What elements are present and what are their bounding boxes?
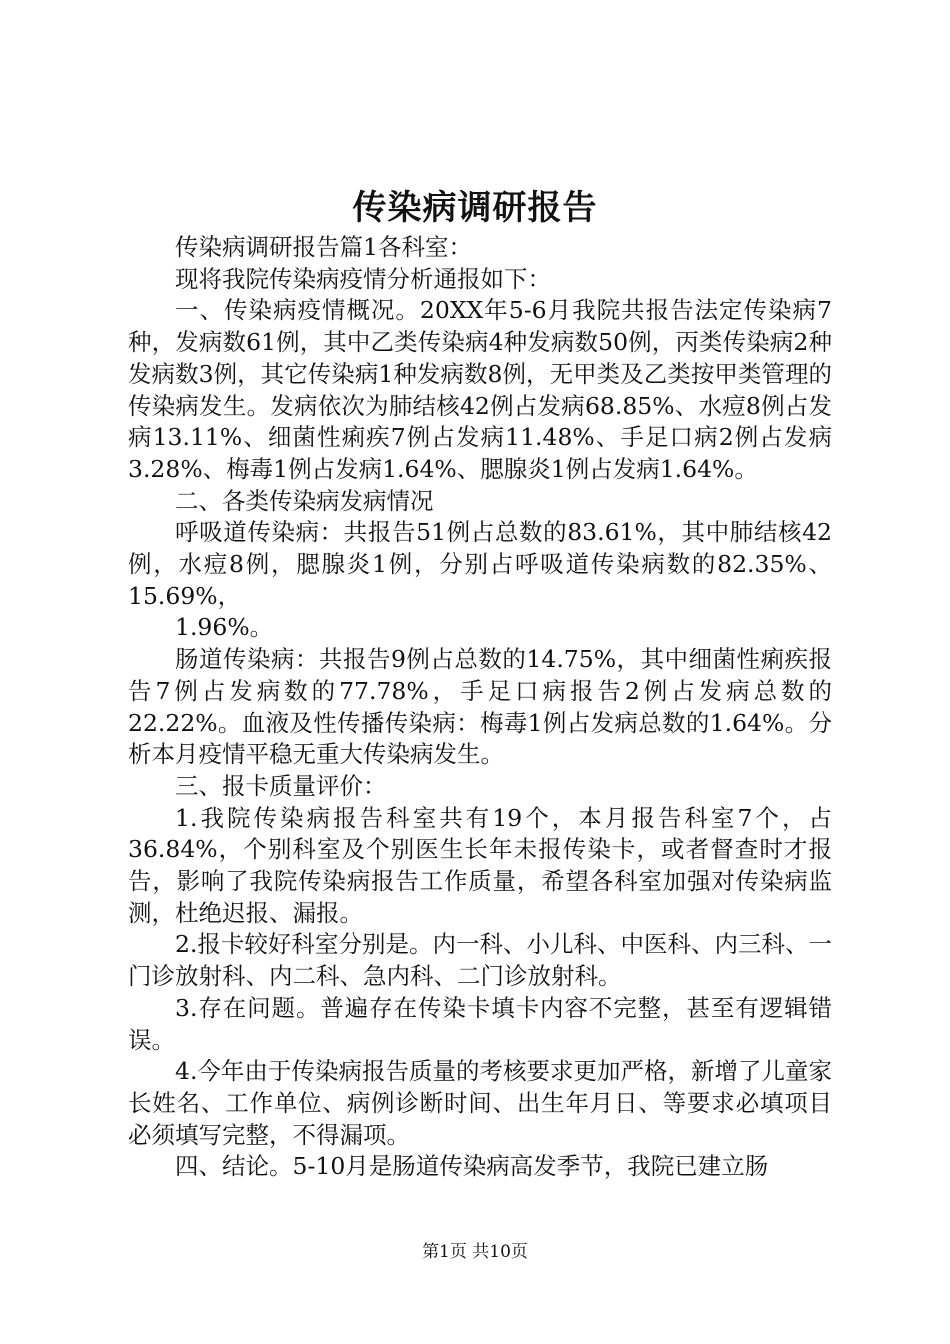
paragraph: 4.今年由于传染病报告质量的考核要求更加严格，新增了儿童家长姓名、工作单位、病例诊断时间、出生年月日、等要求必填项目必须填写完整，不得漏项。 — [128, 1057, 832, 1149]
document-body — [128, 232, 832, 1183]
paragraph: 肠道传染病：共报告9例占总数的14.75%，其中细菌性痢疾报告7例占发病数的77.78%，手足口病报告2例占发病总数的22.22%。血液及性传播传染病：梅毒1例占发病总数的1.64%。分析本月疫情平稳无重大传染病发生。 — [128, 645, 832, 769]
paragraph: 现将我院传染病疫情分析通报如下： — [175, 264, 551, 293]
paragraph: 2.报卡较好科室分别是。内一科、小儿科、中医科、内三科、一门诊放射科、内二科、急内科、二门诊放射科。 — [128, 930, 832, 991]
section-heading: 二、各类传染病发病情况 — [175, 486, 434, 515]
paragraph: 1.96%。 — [175, 613, 274, 642]
paragraph: 3.存在问题。普遍存在传染卡填卡内容不完整，甚至有逻辑错误。 — [128, 993, 832, 1054]
paragraph: 传染病调研报告篇1各科室： — [175, 233, 472, 261]
paragraph: 四、结论。5-10月是肠道传染病高发季节，我院已建立肠 — [175, 1152, 769, 1181]
paragraph: 一、传染病疫情概况。20XX年5-6月我院共报告法定传染病7种，发病数61例，其中乙类传染病4种发病数50例，丙类传染病2种发病数3例，其它传染病1种发病数8例，无甲类及乙类按甲类管理的传染病发生。发病依次为肺结核42例占发病68.85%、水痘8例占发病13.11%、细菌性痢疾7例占发病11.48%、手足口病2例占发病3.28%、梅毒1例占发病1.64%、腮腺炎1例占发病1.64%。 — [128, 296, 832, 483]
document-title: 传染病调研报告 — [352, 188, 598, 228]
paragraph: 呼吸道传染病：共报告51例占总数的83.61%，其中肺结核42例，水痘8例，腮腺炎1例，分别占呼吸道传染病数的82.35%、15.69%， — [128, 518, 832, 610]
paragraph: 1.我院传染病报告科室共有19个，本月报告科室7个，占36.84%，个别科室及个别医生长年未报传染卡，或者督查时才报告，影响了我院传染病报告工作质量，希望各科室加强对传染病监测，杜绝迟报、漏报。 — [128, 803, 832, 927]
section-heading: 三、报卡质量评价： — [175, 771, 387, 800]
page-number-footer: 第1页 共10页 — [422, 1242, 528, 1262]
